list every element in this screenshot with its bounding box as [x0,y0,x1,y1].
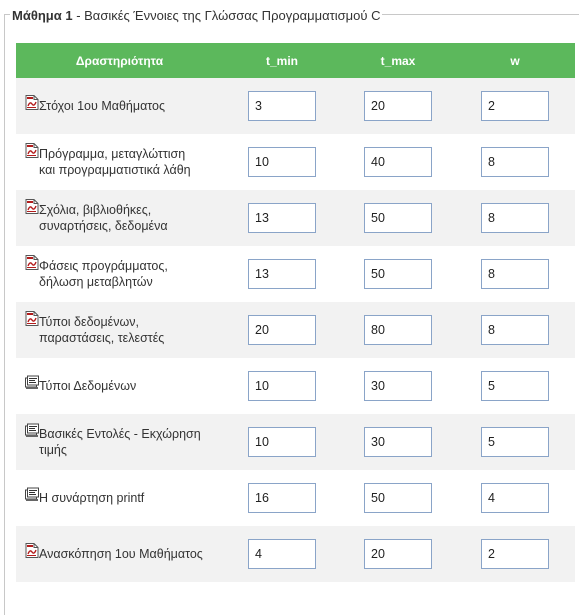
table-row [16,302,575,358]
t-min-input[interactable]: 3 [248,91,316,121]
t-max-input[interactable]: 30 [364,427,432,457]
w-cell [455,358,575,414]
t-max-cell [341,190,455,246]
activity-link[interactable] [25,378,223,394]
w-cell [455,526,575,582]
activity-label[interactable]: Πρόγραμμα, μεταγλώττιση και προγραμματιστικά λάθη [39,147,191,177]
t-max-cell [341,246,455,302]
t-min-input[interactable]: 13 [248,203,316,233]
w-cell [455,134,575,190]
w-cell [455,246,575,302]
table-row [16,78,575,134]
w-input[interactable]: 2 [481,539,549,569]
w-input[interactable]: 8 [481,259,549,289]
t-max-input[interactable]: 40 [364,147,432,177]
t-min-cell [223,526,341,582]
activity-link[interactable] [25,202,223,234]
table-header-row [16,43,575,78]
w-cell [455,414,575,470]
t-min-cell [223,78,341,134]
table-row [16,358,575,414]
t-min-cell [223,302,341,358]
pdf-icon [25,95,39,110]
pdf-icon [25,143,39,158]
activity-link[interactable] [25,426,223,458]
activity-label[interactable]: Ανασκόπηση 1ου Μαθήματος [39,547,203,561]
section-title-bold: Μάθημα 1 [12,8,73,23]
activity-label[interactable]: Τύποι δεδομένων, παραστάσεις, τελεστές [39,315,165,345]
t-min-cell [223,190,341,246]
t-min-input[interactable]: 4 [248,539,316,569]
header-activity: Δραστηριότητα [75,53,164,68]
activity-cell [16,358,223,414]
table-row [16,246,575,302]
activity-cell [16,190,223,246]
w-cell [455,78,575,134]
quiz-icon [25,487,39,502]
activity-label[interactable]: Η συνάρτηση printf [39,491,145,505]
header-w: w [510,53,520,68]
t-min-cell [223,470,341,526]
w-input[interactable]: 4 [481,483,549,513]
activity-cell [16,302,223,358]
t-max-input[interactable]: 20 [364,539,432,569]
activity-cell [16,526,223,582]
activity-label[interactable]: Σχόλια, βιβλιοθήκες, συναρτήσεις, δεδομένα [39,203,168,233]
t-min-cell [223,246,341,302]
t-max-cell [341,526,455,582]
activity-cell [16,134,223,190]
t-max-input[interactable]: 30 [364,371,432,401]
activity-link[interactable] [25,490,223,506]
table-row [16,470,575,526]
w-input[interactable]: 8 [481,315,549,345]
w-input[interactable]: 8 [481,147,549,177]
t-min-input[interactable]: 20 [248,315,316,345]
activity-label[interactable]: Τύποι Δεδομένων [39,379,137,393]
t-min-input[interactable]: 16 [248,483,316,513]
t-max-input[interactable]: 50 [364,203,432,233]
table-row [16,526,575,582]
pdf-icon [25,255,39,270]
table-row [16,190,575,246]
t-min-cell [223,414,341,470]
t-max-cell [341,134,455,190]
t-min-input[interactable]: 13 [248,259,316,289]
w-input[interactable]: 5 [481,427,549,457]
activities-table [16,43,575,582]
t-max-cell [341,470,455,526]
activity-link[interactable] [25,546,223,562]
quiz-icon [25,423,39,438]
t-max-input[interactable]: 50 [364,483,432,513]
pdf-icon [25,543,39,558]
section-title [10,8,382,23]
w-cell [455,190,575,246]
activity-cell [16,246,223,302]
t-max-input[interactable]: 80 [364,315,432,345]
w-input[interactable]: 2 [481,91,549,121]
activity-link[interactable] [25,258,223,290]
w-input[interactable]: 5 [481,371,549,401]
activity-label[interactable]: Στόχοι 1ου Μαθήματος [39,99,166,113]
w-cell [455,470,575,526]
activity-cell [16,414,223,470]
activity-link[interactable] [25,98,223,114]
activity-label[interactable]: Φάσεις προγράμματος, δήλωση μεταβλητών [39,259,168,289]
pdf-icon [25,311,39,326]
pdf-icon [25,199,39,214]
t-min-cell [223,358,341,414]
activity-cell [16,78,223,134]
activity-cell [16,470,223,526]
w-input[interactable]: 8 [481,203,549,233]
t-min-cell [223,134,341,190]
section-title-rest: - Βασικές Έννοιες της Γλώσσας Προγραμματισμού C [72,8,381,23]
t-min-input[interactable]: 10 [248,427,316,457]
table-row [16,134,575,190]
t-max-cell [341,78,455,134]
t-min-input[interactable]: 10 [248,147,316,177]
header-t-min: t_min [265,53,298,68]
table-row [16,414,575,470]
quiz-icon [25,375,39,390]
t-max-input[interactable]: 20 [364,91,432,121]
t-max-cell [341,414,455,470]
w-cell [455,302,575,358]
t-max-cell [341,358,455,414]
t-min-input[interactable]: 10 [248,371,316,401]
activity-label[interactable]: Βασικές Εντολές - Εκχώρηση τιμής [39,427,201,457]
activity-link[interactable] [25,314,223,346]
activity-link[interactable] [25,146,223,178]
t-max-cell [341,302,455,358]
header-t-max: t_max [380,53,416,68]
t-max-input[interactable]: 50 [364,259,432,289]
